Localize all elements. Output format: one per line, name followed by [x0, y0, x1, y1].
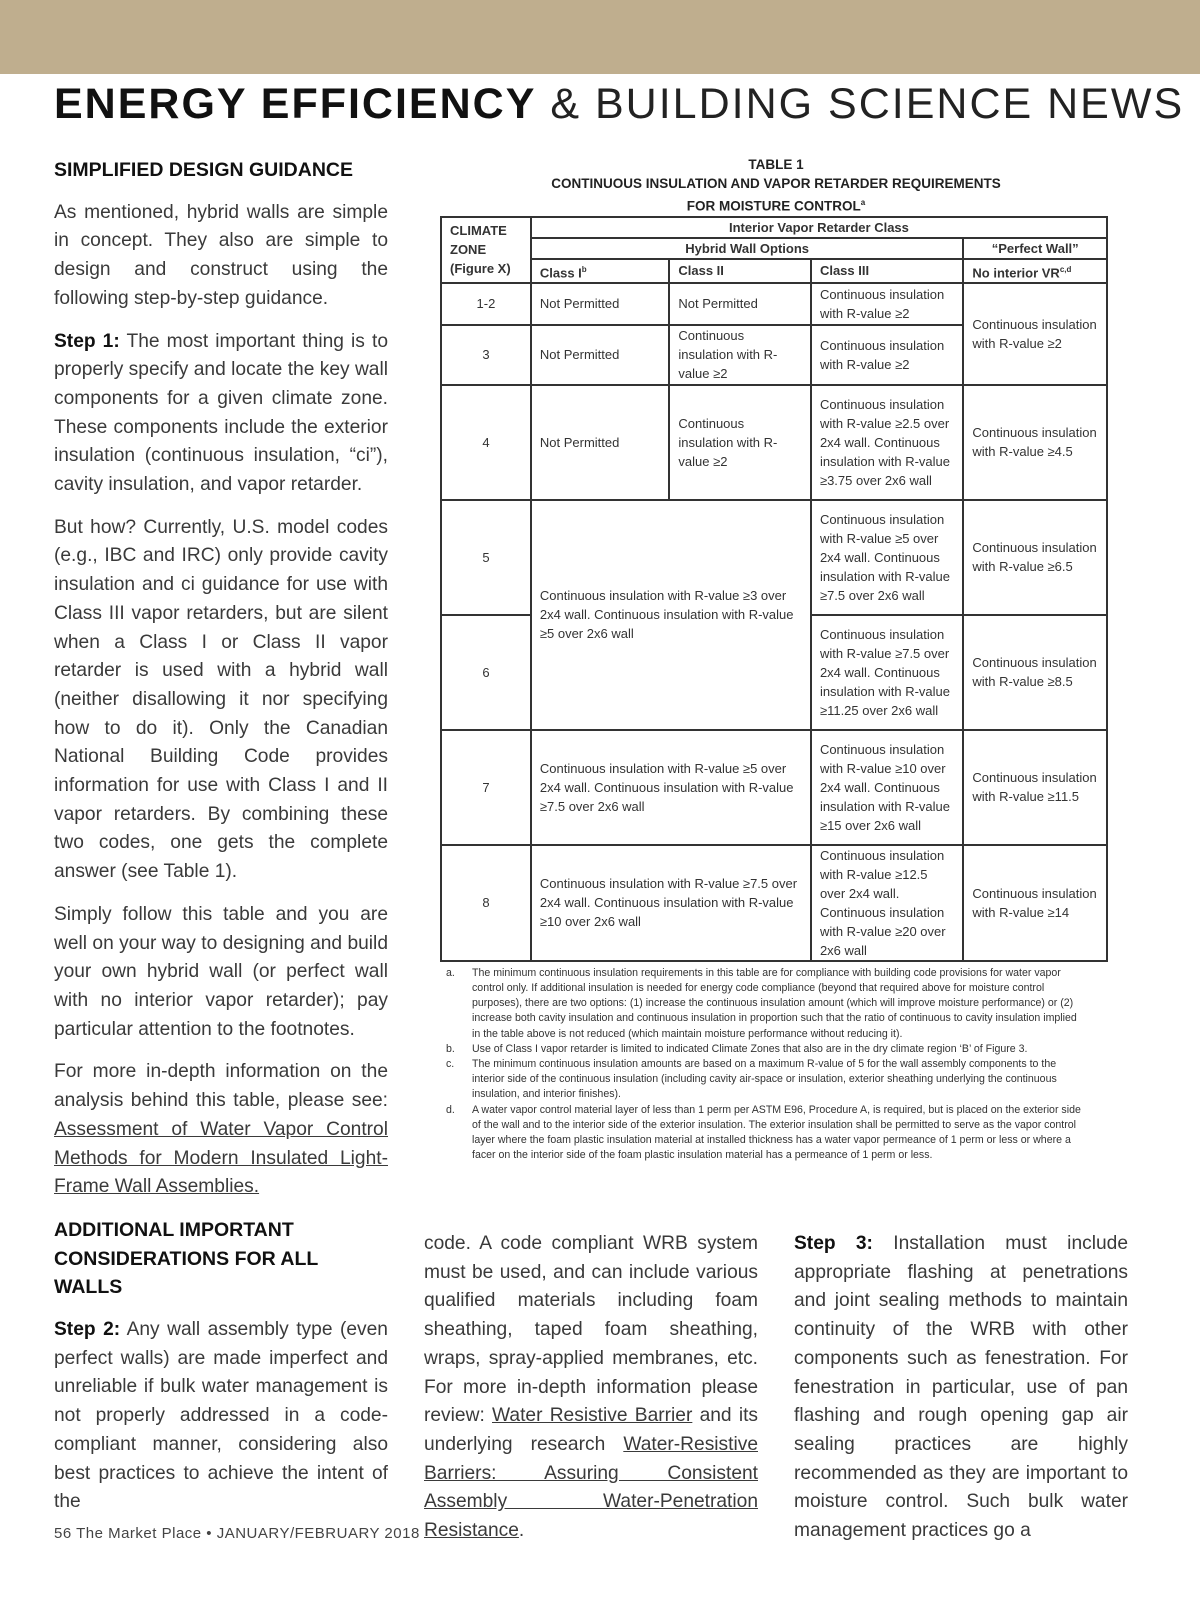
masthead-bold: ENERGY EFFICIENCY	[54, 80, 537, 128]
table-footnotes	[446, 966, 1086, 1164]
footnote-label: a.	[446, 966, 455, 979]
footnote-text: A water vapor control material layer of less than 1 perm per ASTM E96, Procedure A, is required, but is placed on the exterior side of the wall and to the interior side of the exterior insulation. The exterior insulation shall be permitted to serve as the vapor control layer where the foam plastic insulation material at installed thickness has a water vapor permeance of 1 perm or less or where a facer on the interior side of the foam plastic insulation material has a permeance of 1 perm or less.	[472, 1103, 1081, 1162]
paragraph-step2	[54, 1316, 388, 1517]
table-title-3	[436, 193, 1116, 216]
paragraph-step3	[794, 1230, 1128, 1546]
top-color-band	[0, 0, 1200, 74]
step2-text: Any wall assembly type (even perfect walls) are made imperfect and unreliable if bulk water management is not properly addressed in a code-compliant manner, considering also best practices to achieve the intent of the	[54, 1319, 388, 1513]
step3-text: Installation must include appropriate flashing at penetrations and joint sealing methods to maintain continuity of the WRB with other components such as fenestration. For fenestration in particular, use of pan flashing and rough opening gap air sealing practices are highly recommended as they are important to moisture control. Such bulk water management practices go a	[794, 1233, 1128, 1542]
table-row	[441, 283, 1107, 325]
cell-z123-perfect-wall: Continuous insulation with R-value ≥2	[963, 283, 1107, 385]
paragraph-intro: As mentioned, hybrid walls are simple in concept. They also are simple to design and construct using the following step-by-step guidance.	[54, 201, 388, 309]
header-hybrid-wall-options: Hybrid Wall Options	[531, 238, 964, 259]
footnote-text: The minimum continuous insulation requirements in this table are for compliance with building code provisions for water vapor control only. If additional insulation is needed for energy code compliance (beyond that required above for moisture control purposes), there are two options: (1) increase the continuous insulation amount (which will improve moisture performance) or (2) increase both cavity insulation and continuous insulation in proportion such that the ratio of continuous to cavity insulation implied in the table above is not reduced (which maintain moisture performance without reducing it).	[472, 966, 1077, 1040]
footnote-b	[446, 1042, 1086, 1057]
cell-z6-perfect-wall: Continuous insulation with R-value ≥8.5	[963, 615, 1107, 730]
middle-column	[424, 1230, 758, 1560]
cell-zone-8: 8	[441, 845, 531, 961]
more-info-text: For more in-depth information on the analysis behind this table, please see:	[54, 1061, 388, 1112]
paragraph-follow-table: Simply follow this table and you are well on your way to designing and build your own hybrid wall (or perfect wall with no interior vapor retarder); pay particular attention to the footnotes.	[54, 903, 388, 1040]
table-title-2: CONTINUOUS INSULATION AND VAPOR RETARDER REQUIREMENTS	[551, 176, 1001, 191]
header-interior-vr-class: Interior Vapor Retarder Class	[531, 217, 1107, 238]
cell-z7-class3: Continuous insulation with R-value ≥10 over 2x4 wall. Continuous insulation with R-value ≥15 over 2x6 wall	[811, 730, 963, 845]
header-perfect-wall: “Perfect Wall”	[963, 238, 1107, 259]
cell-z4-class3: Continuous insulation with R-value ≥2.5 over 2x4 wall. Continuous insulation with R-value ≥3.75 over 2x6 wall	[811, 385, 963, 500]
cell-z7-perfect-wall: Continuous insulation with R-value ≥11.5	[963, 730, 1107, 845]
cell-z4-class1: Not Permitted	[531, 385, 670, 500]
cell-z5-perfect-wall: Continuous insulation with R-value ≥6.5	[963, 500, 1107, 615]
header-no-vr-text: No interior VR	[972, 264, 1060, 280]
header-climate-zone: CLIMATE ZONE (Figure X)	[441, 217, 531, 283]
cell-z8-class1-2: Continuous insulation with R-value ≥7.5 over 2x4 wall. Continuous insulation with R-value ≥10 over 2x6 wall	[531, 845, 811, 961]
wrb-and: and its underlying research	[424, 1405, 759, 1455]
cell-z8-class3: Continuous insulation with R-value ≥12.5 over 2x4 wall. Continuous insulation with R-value ≥20 over 2x6 wall	[811, 845, 963, 961]
link-wrb-research[interactable]: Water-Resistive Barriers: Assuring Consistent Assembly Water-Penetration Resistance	[424, 1433, 758, 1542]
table1-figure	[436, 155, 1116, 1163]
paragraph-step1	[54, 328, 388, 500]
cell-zone-5: 5	[441, 500, 531, 615]
header-class-3: Class III	[811, 259, 963, 283]
cell-zone-6: 6	[441, 615, 531, 730]
cell-z3-class3: Continuous insulation with R-value ≥2	[811, 325, 963, 385]
header-no-interior-vr	[963, 259, 1107, 283]
paragraph-wrb	[424, 1230, 758, 1546]
heading-simplified-design: SIMPLIFIED DESIGN GUIDANCE	[54, 159, 354, 181]
cell-zone-4: 4	[441, 385, 531, 500]
heading-additional-considerations: ADDITIONAL IMPORTANT CONSIDERATIONS FOR ALL WALLS	[54, 1218, 318, 1299]
cell-z5-class3: Continuous insulation with R-value ≥5 over 2x4 wall. Continuous insulation with R-value ≥7.5 over 2x6 wall	[811, 500, 963, 615]
wrb-end: .	[518, 1520, 525, 1542]
cell-z12-class2: Not Permitted	[669, 283, 811, 325]
cell-zone-7: 7	[441, 730, 531, 845]
cell-z3-class1: Not Permitted	[531, 325, 670, 385]
cell-z7-class1-2: Continuous insulation with R-value ≥5 over 2x4 wall. Continuous insulation with R-value ≥7.5 over 2x6 wall	[531, 730, 811, 845]
table-row	[441, 385, 1107, 500]
cell-z56-class1-2: Continuous insulation with R-value ≥3 over 2x4 wall. Continuous insulation with R-value ≥5 over 2x6 wall	[531, 500, 811, 730]
header-class-1-text: Class I	[539, 264, 582, 280]
table-row	[441, 845, 1107, 961]
cell-z3-class2: Continuous insulation with R-value ≥2	[669, 325, 811, 385]
footnote-label: b.	[446, 1042, 455, 1055]
left-column	[54, 156, 388, 1531]
table-title-3-text: FOR MOISTURE CONTROL	[686, 198, 861, 214]
table-title-1: TABLE 1	[748, 157, 804, 172]
cell-z12-class1: Not Permitted	[531, 283, 670, 325]
cell-z12-class3: Continuous insulation with R-value ≥2	[811, 283, 963, 325]
cell-z6-class3: Continuous insulation with R-value ≥7.5 over 2x4 wall. Continuous insulation with R-value ≥11.25 over 2x6 wall	[811, 615, 963, 730]
wrb-text: code. A code compliant WRB system must be used, and can include various qualified materials including foam sheathing, taped foam sheathing, wraps, spray-applied membranes, etc. For more in-depth information please review:	[424, 1233, 758, 1427]
footnote-text: Use of Class I vapor retarder is limited to indicated Climate Zones that also are in the dry climate region ‘B’ of Figure 3.	[472, 1042, 1028, 1055]
step1-text: The most important thing is to properly specify and locate the key wall components for a given climate zone. These components include the exterior insulation (continuous insulation, “ci”), cavity insulation, and vapor retarder.	[54, 330, 388, 496]
cell-z4-perfect-wall: Continuous insulation with R-value ≥4.5	[963, 385, 1107, 500]
page-masthead	[54, 76, 1185, 132]
cell-zone-1-2: 1-2	[441, 283, 531, 325]
right-column	[794, 1230, 1128, 1560]
footnote-a	[446, 966, 1086, 1042]
masthead-light: & BUILDING SCIENCE NEWS	[550, 80, 1185, 128]
footnote-label: d.	[446, 1103, 455, 1116]
table-header-row-1	[441, 217, 1107, 238]
paragraph-more-info	[54, 1058, 388, 1202]
table-insulation-requirements	[440, 216, 1108, 962]
table-row	[441, 500, 1107, 615]
footnote-text: The minimum continuous insulation amounts are based on a maximum R-value of 5 for the wall assembly components to the interior side of the continuous insulation (including cavity air-space or insulation, exterior sheathing underlying the continuous insulation, and interior finishes).	[472, 1058, 1057, 1101]
footnote-d	[446, 1103, 1086, 1164]
table-row	[441, 730, 1107, 845]
header-no-vr-sup: c,d	[1059, 264, 1072, 274]
link-water-resistive-barrier[interactable]: Water Resistive Barrier	[492, 1405, 693, 1427]
table-title-3-sup: a	[860, 198, 866, 207]
table-header-row-2	[441, 238, 1107, 259]
footnote-c	[446, 1057, 1086, 1103]
step2-label: Step 2:	[54, 1319, 121, 1341]
cell-z4-class2: Continuous insulation with R-value ≥2	[669, 385, 811, 500]
step1-label: Step 1:	[54, 330, 120, 352]
header-class-2: Class II	[669, 259, 811, 283]
step3-label: Step 3:	[794, 1233, 873, 1254]
header-class-1-sup: b	[581, 264, 587, 274]
paragraph-codes: But how? Currently, U.S. model codes (e.g., IBC and IRC) only provide cavity insulation and ci guidance for use with Class III vapor retarders, but are silent when a Class I or Class II vapor retarder is used with a hybrid wall (neither disallowing it nor specifying how to do it). Only the Canadian National Building Code provides information for use with Class I and II vapor retarders. By combining these two codes, one gets the complete answer (see Table 1).	[54, 516, 388, 883]
cell-z8-perfect-wall: Continuous insulation with R-value ≥14	[963, 845, 1107, 961]
link-assessment-report[interactable]: Assessment of Water Vapor Control Methods for Modern Insulated Light-Frame Wall Assemblies.	[54, 1118, 388, 1198]
footnote-label: c.	[446, 1058, 455, 1071]
page-footer: 56 The Market Place • JANUARY/FEBRUARY 2018	[54, 1525, 420, 1542]
cell-zone-3: 3	[441, 325, 531, 385]
table-header-row-3	[441, 259, 1107, 283]
header-class-1	[531, 259, 670, 283]
